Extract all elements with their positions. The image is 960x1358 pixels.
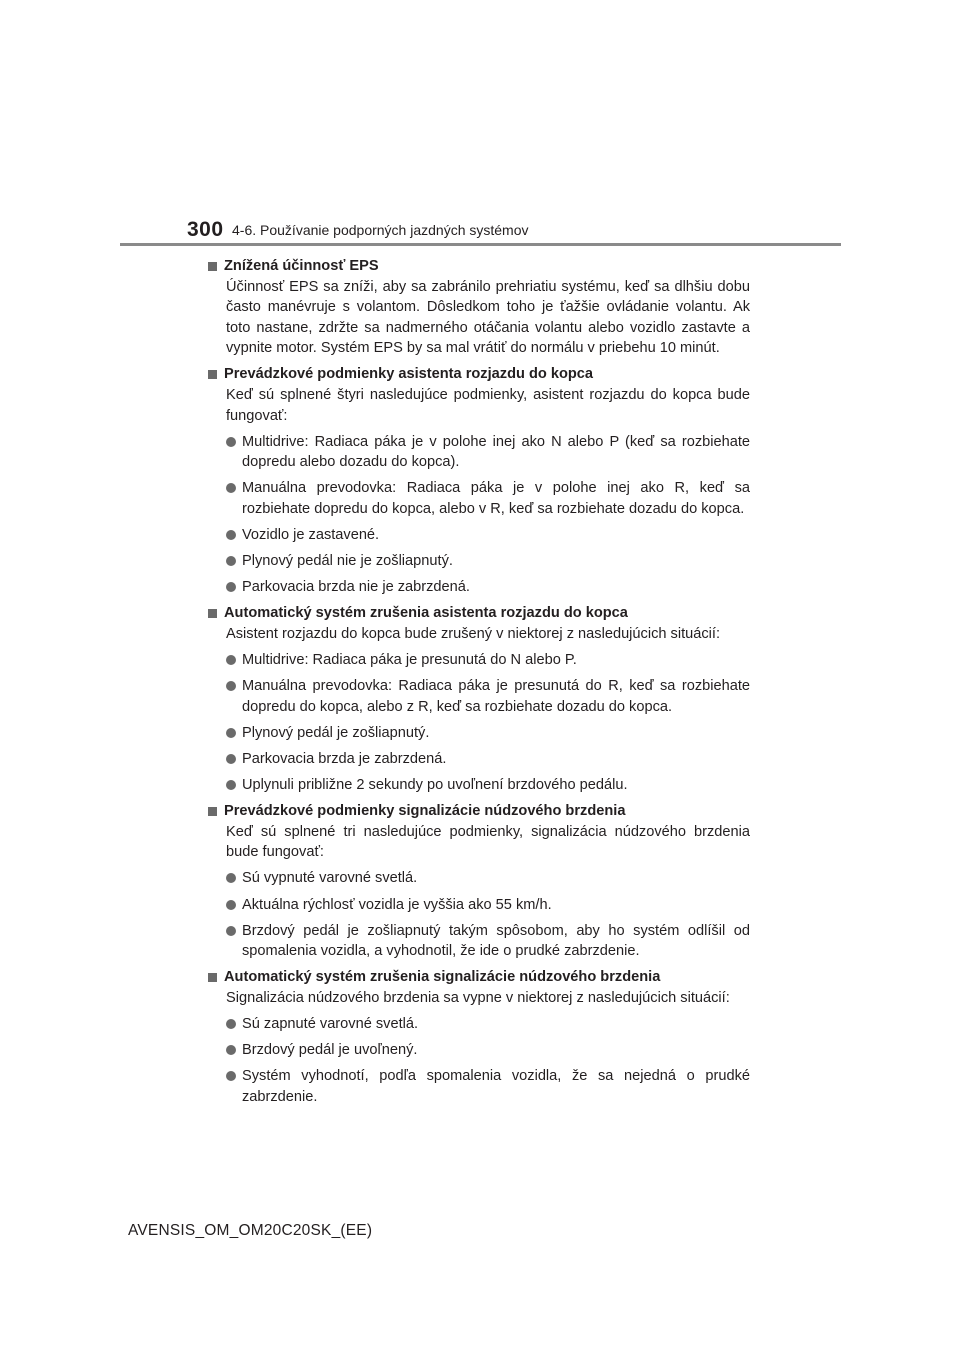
section xyxy=(208,256,750,359)
footer-doc-code: AVENSIS_OM_OM20C20SK_(EE) xyxy=(128,1222,373,1239)
circle-bullet-icon xyxy=(226,754,236,764)
list-item-text: Uplynuli približne 2 sekundy po uvoľnení brzdového pedálu. xyxy=(242,777,628,794)
square-bullet-icon xyxy=(208,973,217,982)
section xyxy=(208,364,750,597)
list-item-text: Aktuálna rýchlosť vozidla je vyššia ako 55 km/h. xyxy=(242,896,552,913)
list-item xyxy=(226,676,750,717)
list-item xyxy=(226,895,750,916)
chapter-title: 4-6. Používanie podporných jazdných systémov xyxy=(232,222,529,238)
section-heading xyxy=(208,603,750,624)
square-bullet-icon xyxy=(208,807,217,816)
list-item xyxy=(226,432,750,473)
circle-bullet-icon xyxy=(226,582,236,592)
list-item xyxy=(226,749,750,770)
section xyxy=(208,603,750,795)
circle-bullet-icon xyxy=(226,926,236,936)
square-bullet-icon xyxy=(208,609,217,618)
circle-bullet-icon xyxy=(226,556,236,566)
square-bullet-icon xyxy=(208,370,217,379)
circle-bullet-icon xyxy=(226,728,236,738)
section-text: Keď sú splnené tri nasledujúce podmienky, signalizácia núdzového brzdenia bude fungovať: xyxy=(226,823,750,861)
list-item-text: Systém vyhodnotí, podľa spomalenia vozidla, že sa nejedná o prudké zabrzdenie. xyxy=(242,1068,750,1105)
list-item-text: Multidrive: Radiaca páka je presunutá do N alebo P. xyxy=(242,652,577,669)
list-item xyxy=(226,868,750,889)
list-item-text: Brzdový pedál je zošliapnutý takým spôsobom, aby ho systém odlíšil od spomalenia vozidla, a vyhodnotil, že ide o prudké zabrzdenie. xyxy=(242,922,750,960)
section-title: Automatický systém zrušenia asistenta rozjazdu do kopca xyxy=(224,605,628,622)
list-item xyxy=(226,525,750,546)
list-item xyxy=(226,650,750,671)
list-item-text: Multidrive: Radiaca páka je v polohe inej ako N alebo P (keď sa rozbiehate dopredu alebo dozadu do kopca). xyxy=(242,433,750,471)
section-heading xyxy=(208,967,750,988)
list-item-text: Vozidlo je zastavené. xyxy=(242,527,380,544)
list-item xyxy=(226,551,750,572)
section-title: Prevádzkové podmienky signalizácie núdzového brzdenia xyxy=(224,803,626,820)
circle-bullet-icon xyxy=(226,483,236,493)
section-heading xyxy=(208,801,750,822)
list-item xyxy=(226,1014,750,1035)
list-item-text: Sú zapnuté varovné svetlá. xyxy=(242,1016,419,1032)
list-item-text: Parkovacia brzda je zabrzdená. xyxy=(242,750,447,767)
square-bullet-icon xyxy=(208,262,217,271)
list-item xyxy=(226,1066,750,1107)
list-item xyxy=(226,577,750,598)
list-item xyxy=(226,723,750,744)
circle-bullet-icon xyxy=(226,780,236,790)
circle-bullet-icon xyxy=(226,900,236,910)
list-item-text: Manuálna prevodovka: Radiaca páka je presunutá do R, keď sa rozbiehate dopredu do kopca, alebo z R, keď sa rozbiehate dozadu do kopca. xyxy=(242,678,750,715)
list-item-text: Sú vypnuté varovné svetlá. xyxy=(242,870,418,887)
circle-bullet-icon xyxy=(226,530,236,540)
list-item xyxy=(226,775,750,796)
list-item-text: Plynový pedál je zošliapnutý. xyxy=(242,724,430,741)
circle-bullet-icon xyxy=(226,873,236,883)
circle-bullet-icon xyxy=(226,1071,236,1081)
section-title: Automatický systém zrušenia signalizácie núdzového brzdenia xyxy=(224,969,661,986)
list-item-text: Manuálna prevodovka: Radiaca páka je v polohe inej ako R, keď sa rozbiehate dopredu do kopca, alebo v R, keď sa rozbiehate dozadu do kopca. xyxy=(242,480,750,518)
list-item-text: Plynový pedál nie je zošliapnutý. xyxy=(242,553,453,570)
circle-bullet-icon xyxy=(226,655,236,665)
list-item xyxy=(226,1040,750,1061)
page-number: 300 xyxy=(187,218,224,241)
section-text: Signalizácia núdzového brzdenia sa vypne v niektorej z nasledujúcich situácií: xyxy=(226,989,730,1006)
circle-bullet-icon xyxy=(226,1019,236,1029)
section xyxy=(208,801,750,962)
list-item xyxy=(226,478,750,519)
circle-bullet-icon xyxy=(226,437,236,447)
circle-bullet-icon xyxy=(226,681,236,691)
circle-bullet-icon xyxy=(226,1045,236,1055)
list-item-text: Parkovacia brzda nie je zabrzdená. xyxy=(242,579,470,596)
section-text: Asistent rozjazdu do kopca bude zrušený v niektorej z nasledujúcich situácií: xyxy=(226,626,721,642)
section-title: Prevádzkové podmienky asistenta rozjazdu do kopca xyxy=(224,366,594,383)
header-rule xyxy=(120,243,841,246)
section-title: Znížená účinnosť EPS xyxy=(224,258,379,274)
section-text: Keď sú splnené štyri nasledujúce podmienky, asistent rozjazdu do kopca bude fungovať: xyxy=(226,387,750,424)
list-item xyxy=(226,921,750,962)
list-item-text: Brzdový pedál je uvoľnený. xyxy=(242,1042,418,1059)
section-heading xyxy=(208,256,750,277)
section xyxy=(208,967,750,1107)
content xyxy=(208,256,750,1113)
section-heading xyxy=(208,364,750,385)
section-text: Účinnosť EPS sa zníži, aby sa zabránilo prehriatiu systému, keď sa dlhšiu dobu často manévruje s volantom. Dôsledkom toho je ťažšie ovládanie volantu. Ak toto nastane, zdržte sa nadmerného otáčania volantu alebo vozidlo zastavte a vypnite motor. Systém EPS by sa mal vrátiť do normálu v priebehu 10 minút. xyxy=(226,278,750,357)
